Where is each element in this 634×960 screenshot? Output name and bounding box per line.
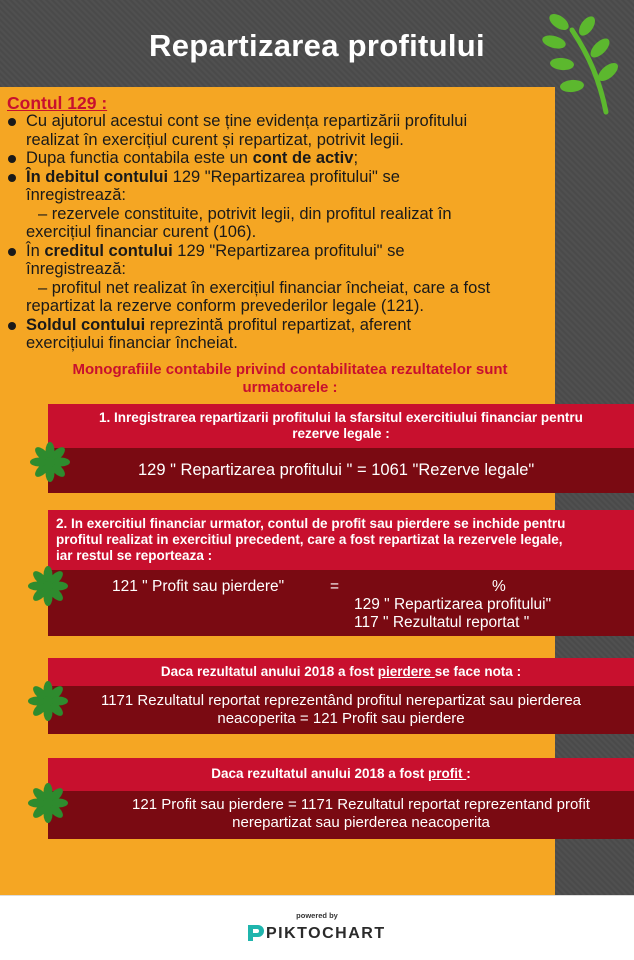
entry-header (48, 510, 634, 570)
entry-equals: = (330, 578, 340, 595)
bullet-dot (8, 174, 16, 182)
entry-box-4 (48, 758, 634, 839)
bullet-dot (8, 248, 16, 256)
entry-box-3 (48, 658, 634, 734)
entry-header-line: se face nota : (434, 664, 522, 679)
entry-header (48, 658, 634, 686)
bullet-subtext: exercițiul financiar curent (106). (26, 223, 257, 241)
list-item (6, 149, 554, 168)
bullet-text: înregistrează: (26, 186, 126, 204)
entry-debit: 121 " Profit sau pierdere" (112, 578, 285, 595)
asterisk-flower-icon (29, 441, 71, 483)
entry-header (48, 404, 634, 448)
section-heading: Contul 129 : (7, 93, 108, 113)
entry-header-line: 1. Inregistrarea repartizarii profitului la sfarsitul exercitiului financiar pentru (99, 410, 583, 425)
bullet-dot (8, 322, 16, 330)
bullet-text: Cu ajutorul acestui cont se ține evidența repartizării profitului (26, 112, 468, 130)
entry-percent: % (492, 578, 506, 595)
list-item (6, 316, 554, 353)
bullet-subtext: – rezervele constituite, potrivit legii, din profitul realizat în (38, 204, 452, 223)
powered-by-label: powered by (296, 911, 338, 920)
bullet-dot (8, 155, 16, 163)
asterisk-flower-icon (27, 680, 69, 722)
bullet-bold: Soldul contului (26, 315, 146, 334)
bullet-text: exercițiului financiar încheiat. (26, 334, 238, 352)
list-item (6, 168, 554, 242)
entry-header-line: profitul realizat in exercitiul precedent, care a fost repartizat la rezervele legale, (56, 532, 563, 547)
bullet-text: reprezintă profitul repartizat, aferent (145, 315, 412, 334)
bullet-text: 129 "Repartizarea profitului" se (172, 241, 405, 260)
asterisk-flower-icon (27, 565, 69, 607)
entry-formula-line: neacoperita = 121 Profit sau pierdere (217, 710, 465, 727)
entry-body (48, 570, 634, 636)
bullet-bold: În debitul contului (26, 167, 169, 186)
entry-header-line: iar restul se reporteaza : (56, 548, 213, 563)
entry-formula-line: 121 Profit sau pierdere = 1171 Rezultatul reportat reprezentand profit (132, 796, 590, 813)
bullet-text: Dupa functia contabila este un (26, 149, 253, 167)
bullet-subtext: repartizat la rezerve conform prevederilor legale (121). (26, 297, 425, 315)
bullet-text: realizat în exercițiul curent și repartizat, potrivit legii. (26, 130, 404, 149)
entry-formula: 129 " Repartizarea profitului " = 1061 "Rezerve legale" (138, 461, 535, 479)
entry-body (48, 448, 634, 493)
entry-formula-line: nerepartizat sau pierderea neacoperita (232, 814, 490, 831)
entry-body (48, 791, 634, 839)
entry-header-link: pierdere (377, 664, 435, 679)
entry-header-line: Daca rezultatul anului 2018 a fost (211, 766, 429, 781)
bullet-text: înregistrează: (26, 260, 126, 278)
bullet-text: În (26, 241, 45, 260)
bullet-subtext: – profitul net realizat în exercițiul financiar încheiat, care a fost (38, 278, 491, 297)
piktochart-brand[interactable]: PIKTOCHART (266, 925, 386, 942)
bullet-list (6, 112, 554, 353)
page-title: Repartizarea profitului (149, 28, 485, 63)
entry-header-link: profit (428, 766, 467, 781)
entry-credit: 117 " Rezultatul reportat " (354, 614, 530, 631)
entry-formula-line: 1171 Rezultatul reportat reprezentând profitul nerepartizat sau pierderea (100, 692, 581, 709)
entry-header-line: Daca rezultatul anului 2018 a fost (160, 664, 378, 679)
entry-box-1 (48, 404, 634, 493)
bullet-text: 129 "Repartizarea profitului" se (168, 167, 400, 186)
entry-body (48, 686, 634, 734)
entry-credit: 129 " Repartizarea profitului" (354, 596, 552, 613)
piktochart-logo-icon[interactable] (246, 923, 264, 943)
list-item (6, 112, 554, 149)
bullet-bold: cont de activ (252, 149, 354, 167)
entry-header (48, 758, 634, 791)
list-item (6, 242, 554, 316)
entry-header-line: rezerve legale : (292, 426, 390, 441)
bullet-text: ; (353, 149, 359, 167)
entry-header-line: 2. In exercitiul financiar urmator, contul de profit sau pierdere se inchide pentru (56, 516, 566, 531)
monografii-line: Monografiile contabile privind contabilitatea rezultatelor sunt (72, 361, 508, 378)
bullet-bold: creditul contului (44, 241, 173, 260)
bullet-dot (8, 118, 16, 126)
entry-box-2 (48, 510, 634, 636)
monografii-line: urmatoarele : (242, 379, 338, 396)
entry-header-line: : (466, 766, 471, 781)
monografii-heading (30, 361, 550, 397)
asterisk-flower-icon (27, 782, 69, 824)
